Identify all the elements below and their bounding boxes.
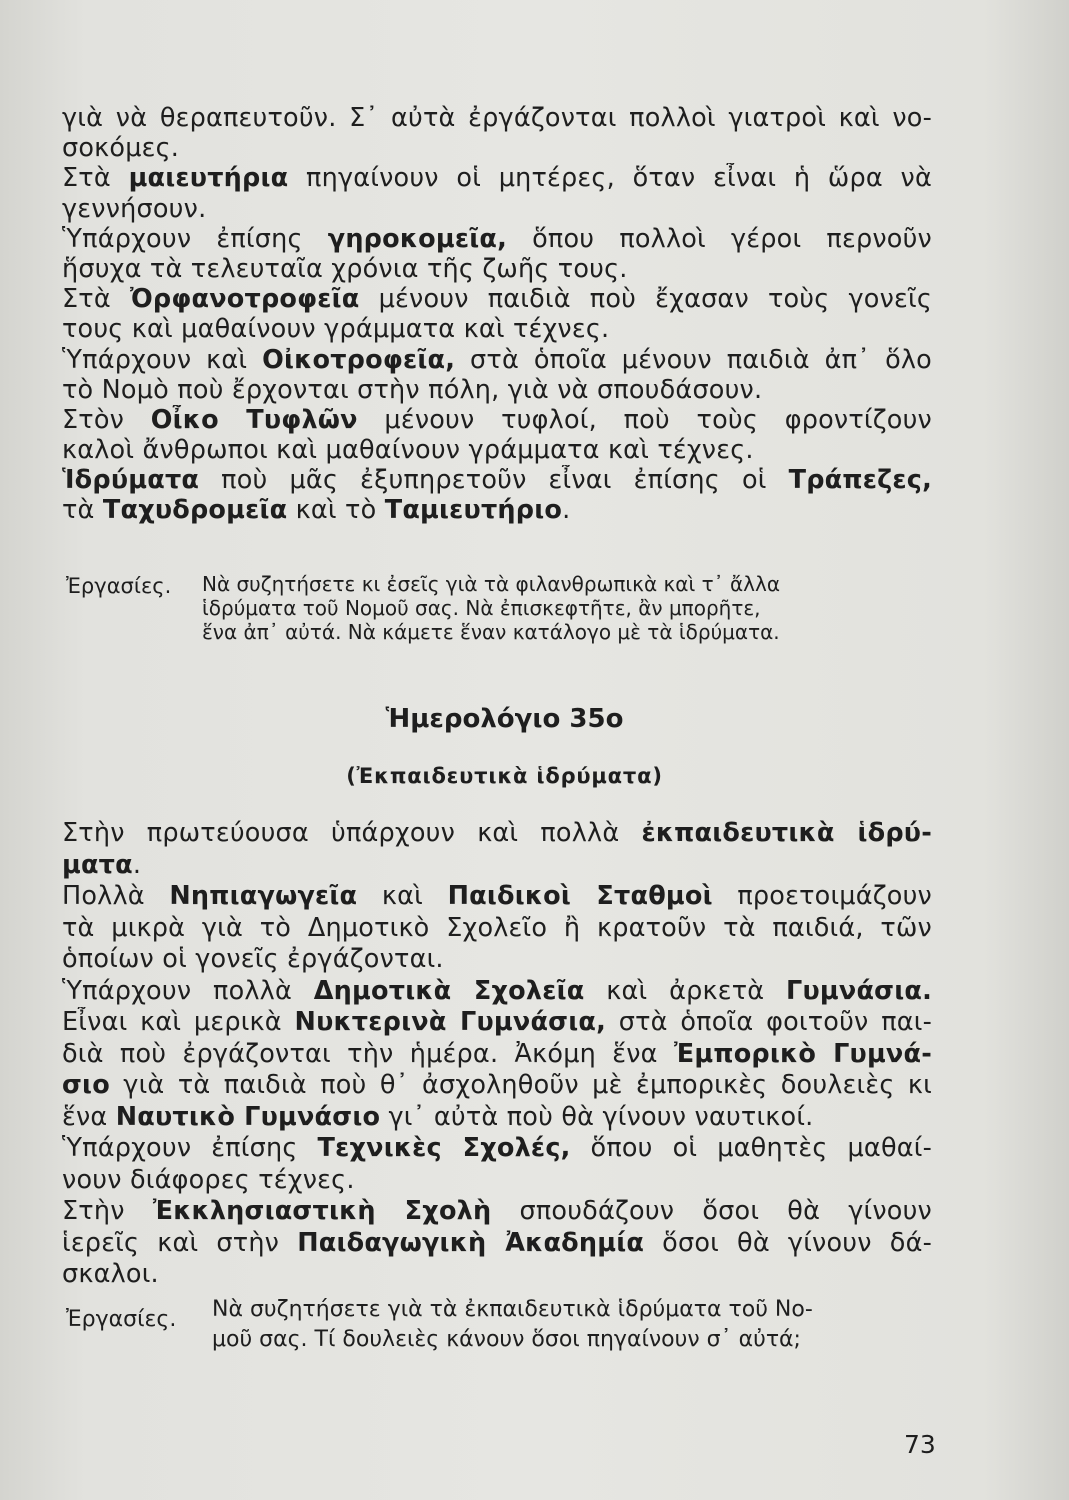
bold-term: Δημοτικὰ Σχολεῖα: [313, 975, 585, 1006]
text-run: Στὴν πρωτεύουσα ὑπάρχουν καὶ πολλὰ: [62, 818, 642, 848]
bold-term: Ἐκκλησιαστικὴ Σχολὴ: [152, 1196, 492, 1226]
text-line: [62, 405, 932, 435]
text-line: [62, 1259, 932, 1291]
bold-term: ἐκπαιδευτικὰ ἱδρύ-: [641, 818, 932, 848]
bold-term: μαιευτήρια: [128, 163, 289, 194]
text-line: [62, 314, 932, 344]
text-run: Ὑπάρχουν ἐπίσης: [62, 1133, 318, 1163]
text-line: [62, 224, 932, 254]
text-run: ὅσοι θὰ γίνουν δά-: [644, 1227, 932, 1258]
bold-term: Τεχνικὲς Σχολές,: [317, 1133, 571, 1163]
text-run: ὅπου οἱ μαθητὲς μαθαί-: [570, 1133, 932, 1163]
text-run: νουν διάφορες τέχνες.: [62, 1164, 355, 1195]
diary-subtitle: (Ἐκπαιδευτικὰ ἱδρύματα): [346, 764, 663, 788]
bold-term: Τράπεζες,: [788, 465, 932, 496]
bold-term: Ταμιευτήριο: [384, 495, 563, 526]
text-line: [62, 495, 932, 525]
page-number: 73: [904, 1430, 936, 1459]
exercise-line: ἕνα ἀπ᾽ αὐτά. Νὰ κάμετε ἕναν κατάλογο μὲ τὰ ἱδρύματα.: [202, 620, 780, 644]
paragraph-block-education: [62, 818, 932, 1291]
text-line: [62, 1039, 932, 1071]
paragraph-block-institutions: [62, 103, 932, 526]
exercise-text: [202, 572, 962, 644]
text-run: Ὑπάρχουν ἐπίσης: [62, 223, 328, 254]
text-run: καὶ: [357, 881, 448, 911]
text-line: [62, 850, 932, 882]
text-line: [62, 881, 932, 913]
text-run: τους καὶ μαθαίνουν γράμματα καὶ τέχνες.: [62, 314, 610, 345]
text-line: [62, 913, 932, 945]
text-line: [62, 818, 932, 850]
diary-title: Ἡμερολόγιο 35ο: [385, 704, 624, 734]
text-line: [62, 345, 932, 375]
exercise-line: μοῦ σας. Τί δουλειὲς κάνουν ὅσοι πηγαίνουν σ᾽ αὐτά;: [212, 1327, 801, 1352]
text-run: .: [132, 849, 142, 880]
bold-term: Παιδικοὶ Σταθμοὶ: [447, 881, 713, 911]
text-run: Στὸν: [62, 404, 151, 435]
text-line: [62, 1196, 932, 1228]
text-line: [62, 254, 932, 284]
bold-term: ματα: [62, 849, 133, 880]
text-run: καὶ τὸ: [287, 495, 385, 526]
text-run: σπουδάζουν ὅσοι θὰ γίνουν: [491, 1196, 932, 1226]
text-run: ὁποίων οἱ γονεῖς ἐργάζονται.: [62, 944, 444, 974]
text-run: Στὰ: [62, 163, 129, 194]
bold-term: σιο: [62, 1070, 110, 1100]
bold-term: Ταχυδρομεῖα: [102, 495, 288, 526]
text-run: πηγαίνουν οἱ μητέρες, ὅταν εἶναι ἡ ὥρα νὰ: [288, 163, 932, 194]
text-run: τὸ Νομὸ ποὺ ἔρχονται στὴν πόλη, γιὰ νὰ σπουδάσουν.: [62, 374, 763, 405]
text-run: γιὰ τὰ παιδιὰ ποὺ θ᾽ ἀσχοληθοῦν μὲ ἐμπορικὲς δουλειὲς κι: [109, 1070, 932, 1100]
bold-term: Νυκτερινὰ Γυμνάσια,: [294, 1007, 606, 1037]
text-run: ποὺ μᾶς ἐξυπηρετοῦν εἶναι ἐπίσης οἱ: [199, 465, 789, 496]
exercise-line: ἱδρύματα τοῦ Νομοῦ σας. Νὰ ἐπισκεφτῆτε, ἂν μπορῆτε,: [202, 596, 761, 620]
text-run: γεννήσουν.: [62, 193, 207, 224]
text-run: μένουν παιδιὰ ποὺ ἔχασαν τοὺς γονεῖς: [359, 284, 932, 315]
text-line: [62, 133, 932, 163]
text-line: [62, 1165, 932, 1197]
bold-term: Οἶκο Τυφλῶν: [150, 404, 358, 435]
exercise-line: Νὰ συζητήσετε κι ἐσεῖς γιὰ τὰ φιλανθρωπικὰ καὶ τ᾽ ἄλλα: [202, 572, 781, 596]
text-run: ἥσυχα τὰ τελευταῖα χρόνια τῆς ζωῆς τους.: [62, 253, 628, 284]
text-run: ἱερεῖς καὶ στὴν: [62, 1227, 298, 1258]
text-run: ἕνα: [62, 1101, 116, 1132]
exercise-label: Ἐργασίες.: [66, 574, 172, 598]
bold-term: Ναυτικὸ Γυμνάσιο: [115, 1101, 381, 1132]
bold-term: Οἰκοτροφεῖα,: [262, 344, 456, 375]
text-run: τὰ μικρὰ γιὰ τὸ Δημοτικὸ Σχολεῖο ἢ κρατοῦν τὰ παιδιά, τῶν: [62, 912, 932, 943]
bold-term: Ἐμπορικὸ Γυμνά-: [673, 1038, 932, 1069]
text-line: [62, 1228, 932, 1260]
text-line: [62, 944, 932, 976]
text-run: Πολλὰ: [62, 881, 170, 911]
bold-term: Παιδαγωγικὴ Ἀκαδημία: [297, 1227, 645, 1258]
exercise-line: Νὰ συζητήσετε γιὰ τὰ ἐκπαιδευτικὰ ἱδρύματα τοῦ Νο-: [212, 1297, 813, 1322]
text-run: καλοὶ ἄνθρωποι καὶ μαθαίνουν γράμματα καὶ τέχνες.: [62, 435, 754, 466]
text-run: μένουν τυφλοί, ποὺ τοὺς φροντίζουν: [357, 404, 932, 435]
text-run: Ὑπάρχουν καὶ: [62, 344, 263, 375]
bold-term: Νηπιαγωγεῖα: [169, 881, 358, 911]
text-line: [62, 375, 932, 405]
text-line: [62, 1102, 932, 1134]
text-run: στὰ ὁποῖα μένουν παιδιὰ ἀπ᾽ ὅλο: [455, 344, 932, 375]
text-line: [62, 1070, 932, 1102]
text-line: [62, 284, 932, 314]
bold-term: Ὀρφανοτροφεῖα: [129, 284, 360, 315]
bold-term: γηροκομεῖα,: [327, 223, 507, 254]
exercise-box: [62, 572, 932, 652]
text-run: σοκόμες.: [62, 133, 180, 164]
text-run: προετοιμάζουν: [712, 881, 932, 911]
text-run: Στὴν: [62, 1196, 153, 1226]
text-line: [62, 1007, 932, 1039]
text-run: καὶ ἀρκετὰ: [584, 975, 787, 1006]
text-run: σκαλοι.: [62, 1259, 159, 1289]
text-run: γιὰ νὰ θεραπευτοῦν. Σ᾽ αὐτὰ ἐργάζονται πολλοὶ γιατροὶ καὶ νο-: [62, 103, 932, 133]
text-run: .: [562, 495, 571, 526]
text-run: Εἶναι καὶ μερικὰ: [62, 1007, 295, 1037]
exercise-box: [62, 1298, 932, 1358]
exercise-text: [212, 1298, 972, 1358]
text-run: στὰ ὁποῖα φοιτοῦν παι-: [605, 1007, 932, 1037]
text-run: ὅπου πολλοὶ γέροι περνοῦν: [506, 223, 932, 254]
text-line: [62, 435, 932, 465]
text-run: Στὰ: [62, 284, 130, 315]
text-line: [62, 163, 932, 193]
bold-term: Ἱδρύματα: [62, 465, 200, 496]
exercise-label: Ἐργασίες.: [66, 1307, 177, 1332]
text-run: Ὑπάρχουν πολλὰ: [62, 975, 314, 1006]
text-run: τὰ: [62, 495, 103, 526]
text-line: [62, 194, 932, 224]
text-line: [62, 1133, 932, 1165]
text-run: γι᾽ αὐτὰ ποὺ θὰ γίνουν ναυτικοί.: [380, 1101, 814, 1132]
bold-term: Γυμνάσια.: [786, 975, 932, 1006]
text-line: [62, 103, 932, 133]
text-run: διὰ ποὺ ἐργάζονται τὴν ἡμέρα. Ἀκόμη ἕνα: [62, 1038, 674, 1069]
text-line: [62, 465, 932, 495]
text-line: [62, 976, 932, 1008]
